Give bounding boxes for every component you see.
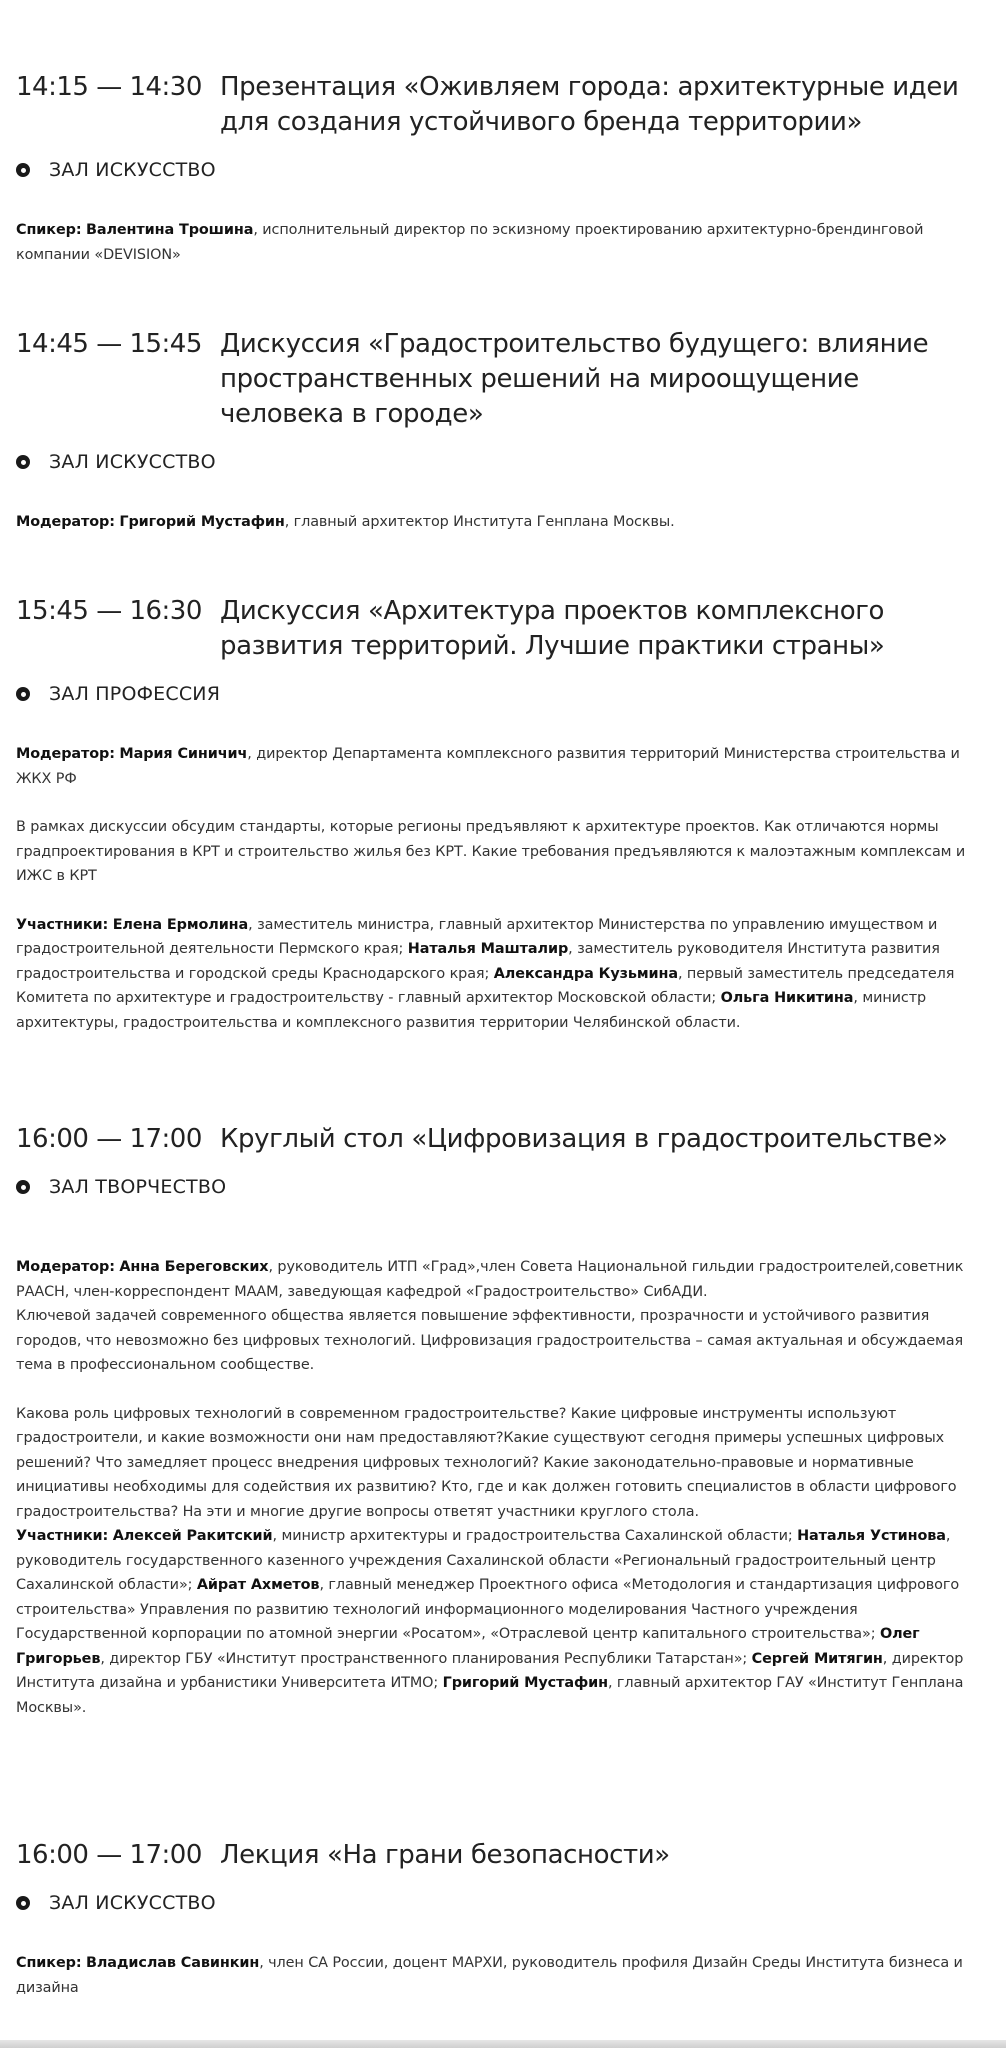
event-card — [16, 70, 996, 267]
event-hall — [16, 450, 996, 474]
hall-label: ЗАЛ ИСКУССТВО — [49, 159, 216, 181]
speaker-description: , исполнительный директор по эскизному проектированию архитектурно-брендинговой компании «DEVISION» — [16, 222, 924, 263]
participant-name: Григорий Мустафин — [442, 1675, 608, 1691]
moderator-description: , директор Департамента комплексного развития территорий Министерства строительства и ЖКХ РФ — [16, 746, 960, 787]
event-time: 14:15 — 14:30 — [16, 72, 202, 102]
location-pin-icon — [16, 455, 30, 469]
event-hall — [16, 682, 996, 706]
participant-description: , заместитель министра, главный архитектор Министерства по управлению имуществом и градостроительной деятельности Пермского края; — [16, 916, 938, 957]
moderator-description: , руководитель ИТП «Град»,член Совета Национальной гильдии градостроителей,советник РААСН, член-корреспондент МААМ, заведующая кафедрой «Градостроительство» СибАДИ. — [16, 1259, 964, 1300]
moderator-name: Григорий Мустафин — [119, 514, 285, 530]
participant-description: , директор ГБУ «Институт пространственного планирования Республики Татарстан»; — [100, 1650, 752, 1667]
event-title: Дискуссия «Архитектура проектов комплексного развития территорий. Лучшие практики страны» — [220, 596, 885, 661]
moderator-info — [16, 510, 991, 535]
participant-name: Айрат Ахметов — [196, 1577, 320, 1593]
location-pin-icon — [16, 163, 30, 177]
event-header — [16, 70, 996, 140]
event-title: Дискуссия «Градостроительство будущего: влияние пространственных решений на мироощущение человека в городе» — [220, 329, 929, 429]
participants-role: Участники: — [16, 1528, 109, 1544]
participant-description: , руководитель государственного казенного учреждения Сахалинской области «Региональный градостроительный центр Сахалинской области»; — [16, 1528, 951, 1593]
participant-name: Сергей Митягин — [751, 1650, 883, 1667]
event-questions: Какова роль цифровых технологий в современном градостроительстве? Какие цифровые инструменты используют градостроители, и какие возможности они нам предоставляют?Какие существуют сегодня примеры успешных цифровых решений? Что замедляет процесс внедрения цифровых технологий? Какие законодательно-правовые и нормативные инициативы необходимы для содействия их развитию? Кто, где и как должен готовить специалистов в области цифрового градостроительства? На эти и многие другие вопросы ответят участники круглого стола. — [16, 1405, 957, 1520]
event-title: Лекция «На грани безопасности» — [220, 1840, 670, 1870]
participant-name: Ольга Никитина — [720, 990, 854, 1006]
event-header — [16, 594, 996, 664]
speaker-role: Спикер: — [16, 1955, 82, 1971]
event-intro: Ключевой задачей современного общества является повышение эффективности, прозрачности и устойчивого развития городов, что невозможно без цифровых технологий. Цифровизация градостроительства – самая актуальная и обсуждаемая тема в профессиональном сообществе. — [16, 1308, 964, 1373]
location-pin-icon — [16, 1180, 30, 1194]
speaker-description: , член СА России, доцент МАРХИ, руководитель профиля Дизайн Среды Института бизнеса и дизайна — [16, 1955, 963, 1996]
participant-description: , главный менеджер Проектного офиса «Методология и стандартизация цифрового строительства» Управления по развитию технологий информационного моделирования Частного учреждения Государственной корпорации по атомной энергии «Росатом», «Отраслевой центр капитального строительства»; — [16, 1577, 960, 1642]
speaker-info — [16, 218, 991, 267]
moderator-role: Модератор: — [16, 1259, 115, 1275]
speaker-name: Владислав Савинкин — [85, 1955, 260, 1971]
event-hall — [16, 1891, 996, 1915]
location-pin-icon — [16, 687, 30, 701]
participant-description: , первый заместитель председателя Комитета по архитектуре и градостроительству - главный архитектор Московской области; — [16, 965, 955, 1006]
event-time: 16:00 — 17:00 — [16, 1124, 202, 1154]
event-time: 14:45 — 15:45 — [16, 329, 202, 359]
event-header — [16, 327, 996, 432]
location-pin-icon — [16, 1896, 30, 1910]
moderator-info — [16, 1255, 991, 1378]
moderator-role: Модератор: — [16, 746, 115, 762]
moderator-name: Анна Береговских — [119, 1259, 269, 1275]
event-title: Круглый стол «Цифровизация в градостроительстве» — [220, 1124, 948, 1154]
speaker-info — [16, 1951, 991, 2000]
hall-label: ЗАЛ ПРОФЕССИЯ — [49, 683, 221, 705]
participants-role: Участники: — [16, 916, 109, 933]
participant-name: Елена Ермолина — [112, 916, 249, 933]
participants-info — [16, 913, 991, 1036]
speaker-role: Спикер: — [16, 222, 82, 238]
participant-name: Алексей Ракитский — [112, 1528, 273, 1544]
moderator-description: , главный архитектор Института Генплана Москвы. — [284, 514, 675, 530]
participant-name: Александра Кузьмина — [493, 965, 678, 982]
event-header — [16, 1838, 996, 1873]
event-description: В рамках дискуссии обсудим стандарты, которые регионы предъявляют к архитектуре проектов. Как отличаются нормы градпроектирования в КРТ и строительство жилья без КРТ. Какие требования предъявляются к малоэтажным комплексам и ИЖС в КРТ — [16, 819, 966, 884]
event-title: Презентация «Оживляем города: архитектурные идеи для создания устойчивого бренда территории» — [220, 72, 959, 137]
participant-description: , главный архитектор ГАУ «Институт Генплана Москвы». — [16, 1675, 964, 1716]
participant-name: Наталья Машталир — [407, 941, 569, 957]
participant-description: , министр архитектуры, градостроительства и комплексного развития территории Челябинской области. — [16, 990, 927, 1031]
event-card — [16, 1838, 996, 2000]
event-card — [16, 327, 996, 535]
hall-label: ЗАЛ ИСКУССТВО — [49, 451, 216, 473]
participant-description: , заместитель руководителя Института развития градостроительства и городской среды Краснодарского края; — [16, 941, 940, 982]
speaker-name: Валентина Трошина — [85, 222, 254, 238]
event-time: 16:00 — 17:00 — [16, 1840, 202, 1870]
event-hall — [16, 158, 996, 182]
event-card — [16, 594, 996, 1035]
event-time: 15:45 — 16:30 — [16, 596, 202, 626]
participant-description: , министр архитектуры и градостроительства Сахалинской области; — [272, 1528, 798, 1544]
moderator-info — [16, 742, 991, 791]
event-hall — [16, 1175, 996, 1199]
participants-info — [16, 1524, 991, 1720]
moderator-name: Мария Синичич — [119, 746, 248, 762]
event-card — [16, 1122, 996, 1720]
participant-name: Наталья Устинова — [797, 1528, 946, 1544]
bottom-scroll-edge — [0, 2040, 1006, 2048]
hall-label: ЗАЛ ИСКУССТВО — [49, 1892, 216, 1914]
moderator-role: Модератор: — [16, 514, 115, 530]
hall-label: ЗАЛ ТВОРЧЕСТВО — [49, 1176, 227, 1198]
participant-name: Олег Григорьев — [16, 1626, 920, 1667]
event-header — [16, 1122, 996, 1157]
participant-description: , директор Института дизайна и урбанистики Университета ИТМО; — [16, 1650, 964, 1691]
